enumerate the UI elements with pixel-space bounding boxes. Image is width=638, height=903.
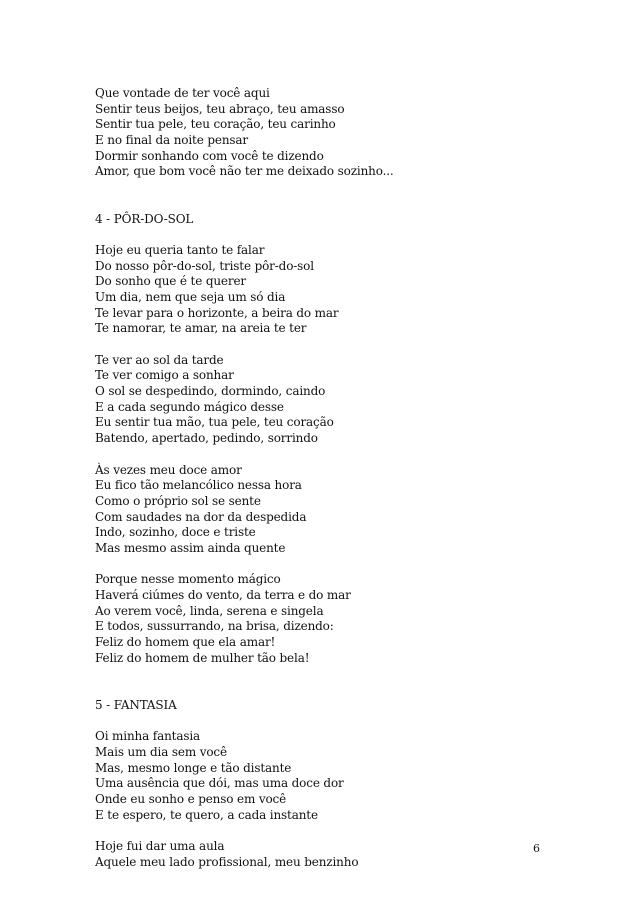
- poem-line: Haverá ciúmes do vento, da terra e do mar: [95, 588, 351, 602]
- poem-line: O sol se despedindo, dormindo, caindo: [95, 384, 326, 399]
- poem-line: Batendo, apertado, pedindo, sorrindo: [95, 431, 318, 446]
- poem-line: Oi minha fantasia: [95, 729, 201, 744]
- poem-line: Indo, sozinho, doce e triste: [95, 525, 256, 540]
- poem-line: Sentir tua pele, teu coração, teu carinho: [95, 117, 336, 132]
- poem-line: Mas, mesmo longe e tão distante: [95, 760, 292, 775]
- poem-line: Que vontade de ter você aqui: [95, 86, 270, 100]
- poem-line: Do sonho que é te querer: [95, 274, 247, 289]
- poem-line: E todos, sussurrando, na brisa, dizendo:: [95, 619, 334, 634]
- poem-line: Ao verem você, linda, serena e singela: [95, 603, 324, 618]
- document-body: [95, 86, 595, 870]
- poem-line: Hoje fui dar uma aula: [95, 839, 225, 853]
- poem-line: Sentir teus beijos, teu abraço, teu amasso: [95, 101, 345, 116]
- poem-line: Dormir sonhando com você te dizendo: [95, 148, 324, 163]
- poem-line: E te espero, te quero, a cada instante: [95, 807, 318, 822]
- stanza: [95, 463, 595, 557]
- poem-line: Às vezes meu doce amor: [95, 462, 242, 477]
- poem-line: Eu sentir tua mão, tua pele, teu coração: [95, 415, 334, 430]
- poem-line: Uma ausência que dói, mas uma doce dor: [95, 776, 344, 791]
- poem-line: E a cada segundo mágico desse: [95, 399, 284, 414]
- poem-line: Te namorar, te amar, na areia te ter: [95, 321, 307, 336]
- poem-line: Feliz do homem de mulher tão bela!: [95, 650, 310, 665]
- poem-line: Porque nesse momento mágico: [95, 572, 281, 587]
- stanza: [95, 729, 595, 823]
- poem-line: Do nosso pôr-do-sol, triste pôr-do-sol: [95, 258, 314, 273]
- poem-line: Te ver comigo a sonhar: [95, 368, 234, 383]
- poem-line: Como o próprio sol se sente: [95, 493, 261, 508]
- poem-line: Te ver ao sol da tarde: [95, 352, 224, 367]
- stanza: [95, 572, 595, 666]
- page-number: 6: [533, 842, 540, 855]
- stanza: [95, 353, 595, 447]
- poem-line: Feliz do homem que ela amar!: [95, 635, 276, 650]
- poem-line: E no final da noite pensar: [95, 133, 248, 148]
- poem-line: Mas mesmo assim ainda quente: [95, 540, 286, 555]
- stanza: [95, 243, 595, 337]
- poem-line: Amor, que bom você não ter me deixado sozinho...: [95, 164, 394, 179]
- poem-line: Eu fico tão melancólico nessa hora: [95, 478, 302, 493]
- poem-title: 5 - FANTASIA: [95, 697, 177, 712]
- poem-line: Aquele meu lado profissional, meu benzinho: [95, 854, 359, 869]
- poem-line: Mais um dia sem você: [95, 744, 227, 759]
- poem-line: Com saudades na dor da despedida: [95, 509, 307, 524]
- poem-line: Hoje eu queria tanto te falar: [95, 242, 265, 257]
- poem-line: Um dia, nem que seja um só dia: [95, 289, 286, 304]
- poem-line: Te levar para o horizonte, a beira do mar: [95, 305, 339, 320]
- stanza-opening: [95, 86, 595, 180]
- poem-title: 4 - PÔR-DO-SOL: [95, 211, 194, 226]
- stanza: [95, 839, 595, 870]
- poem-line: Onde eu sonho e penso em você: [95, 791, 287, 806]
